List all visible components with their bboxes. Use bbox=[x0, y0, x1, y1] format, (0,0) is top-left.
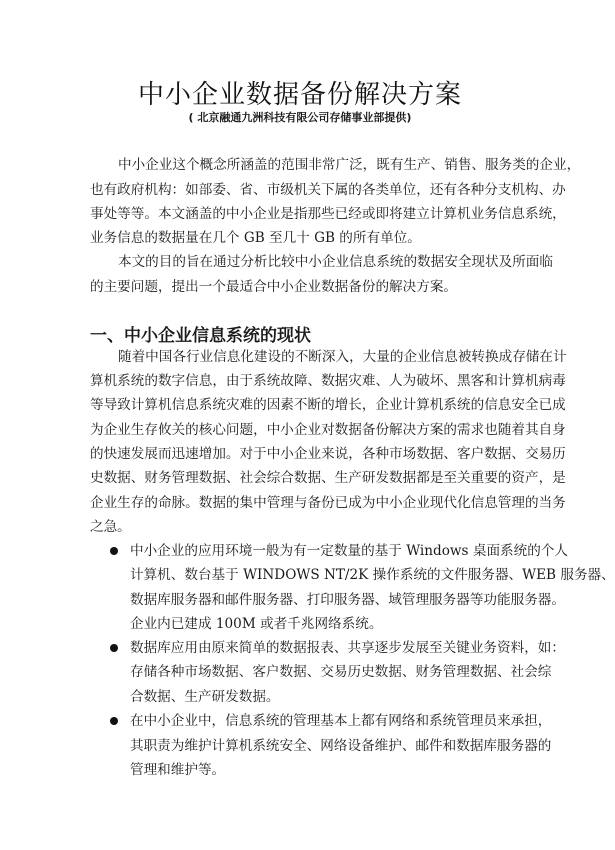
bullet-icon bbox=[110, 644, 118, 652]
text-line: 管理和维护等。 bbox=[130, 762, 226, 778]
text-line: 数据库服务器和邮件服务器、打印服务器、域管理服务器等功能服务器。 bbox=[130, 592, 565, 608]
text-line: 史数据、财务管理数据、社会综合数据、生产研发数据都是至关重要的资产，是 bbox=[90, 470, 566, 486]
text-line: 的主要问题，提出一个最适合中小企业数据备份的解决方案。 bbox=[90, 279, 458, 295]
text-line: 之急。 bbox=[90, 519, 131, 535]
text-line: 算机系统的数字信息，由于系统故障、数据灾难、人为破坏、黑客和计算机病毒 bbox=[90, 373, 566, 389]
text-line: 数据库应用由原来简单的数据报表、共享逐步发展至关键业务资料，如： bbox=[130, 640, 565, 656]
text-line: 业务信息的数据量在几个 GB 至几十 GB 的所有单位。 bbox=[90, 230, 421, 246]
text-line: 合数据、生产研发数据。 bbox=[130, 689, 280, 705]
text-line: 中小企业的应用环境一般为有一定数量的基于 Windows 桌面系统的个人 bbox=[130, 543, 569, 559]
text-line: 其职责为维护计算机系统安全、网络设备维护、邮件和数据库服务器的 bbox=[130, 738, 552, 754]
text-line: 存储各种市场数据、客户数据、交易历史数据、财务管理数据、社会综 bbox=[130, 664, 552, 680]
section-heading: 一、中小企业信息系统的现状 bbox=[90, 326, 311, 346]
text-line: 的快速发展而迅速增加。对于中小企业来说，各种市场数据、客户数据、交易历 bbox=[90, 446, 566, 462]
text-line: 随着中国各行业信息化建设的不断深入，大量的企业信息被转换成存储在计 bbox=[118, 349, 567, 365]
document-subtitle: ( 北京融通九洲科技有限公司存储事业部提供) bbox=[188, 111, 412, 124]
text-line: 中小企业这个概念所涵盖的范围非常广泛，既有生产、销售、服务类的企业， bbox=[118, 157, 581, 173]
text-line: 为企业生存攸关的核心问题，中小企业对数据备份解决方案的需求也随着其自身 bbox=[90, 422, 566, 438]
text-line: 也有政府机构：如部委、省、市级机关下属的各类单位，还有各种分支机构、办 bbox=[90, 182, 566, 198]
text-line: 事处等等。本文涵盖的中小企业是指那些已经或即将建立计算机业务信息系统， bbox=[90, 206, 566, 222]
text-line: 企业生存的命脉。数据的集中管理与备份已成为中小企业现代化信息管理的当务 bbox=[90, 495, 566, 511]
document-title: 中小企业数据备份解决方案 bbox=[137, 80, 462, 110]
text-line: 计算机、数台基于 WINDOWS NT/2K 操作系统的文件服务器、WEB 服务器、 bbox=[130, 567, 615, 583]
text-line: 在中小企业中，信息系统的管理基本上都有网络和系统管理员来承担， bbox=[130, 713, 552, 729]
bullet-icon bbox=[110, 717, 118, 725]
bullet-icon bbox=[110, 547, 118, 555]
text-line: 企业内已建成 100M 或者千兆网络系统。 bbox=[130, 616, 383, 632]
text-line: 等导致计算机信息系统灾难的因素不断的增长，企业计算机系统的信息安全已成 bbox=[90, 397, 566, 413]
text-line: 本文的目的旨在通过分析比较中小企业信息系统的数据安全现状及所面临 bbox=[118, 254, 553, 270]
